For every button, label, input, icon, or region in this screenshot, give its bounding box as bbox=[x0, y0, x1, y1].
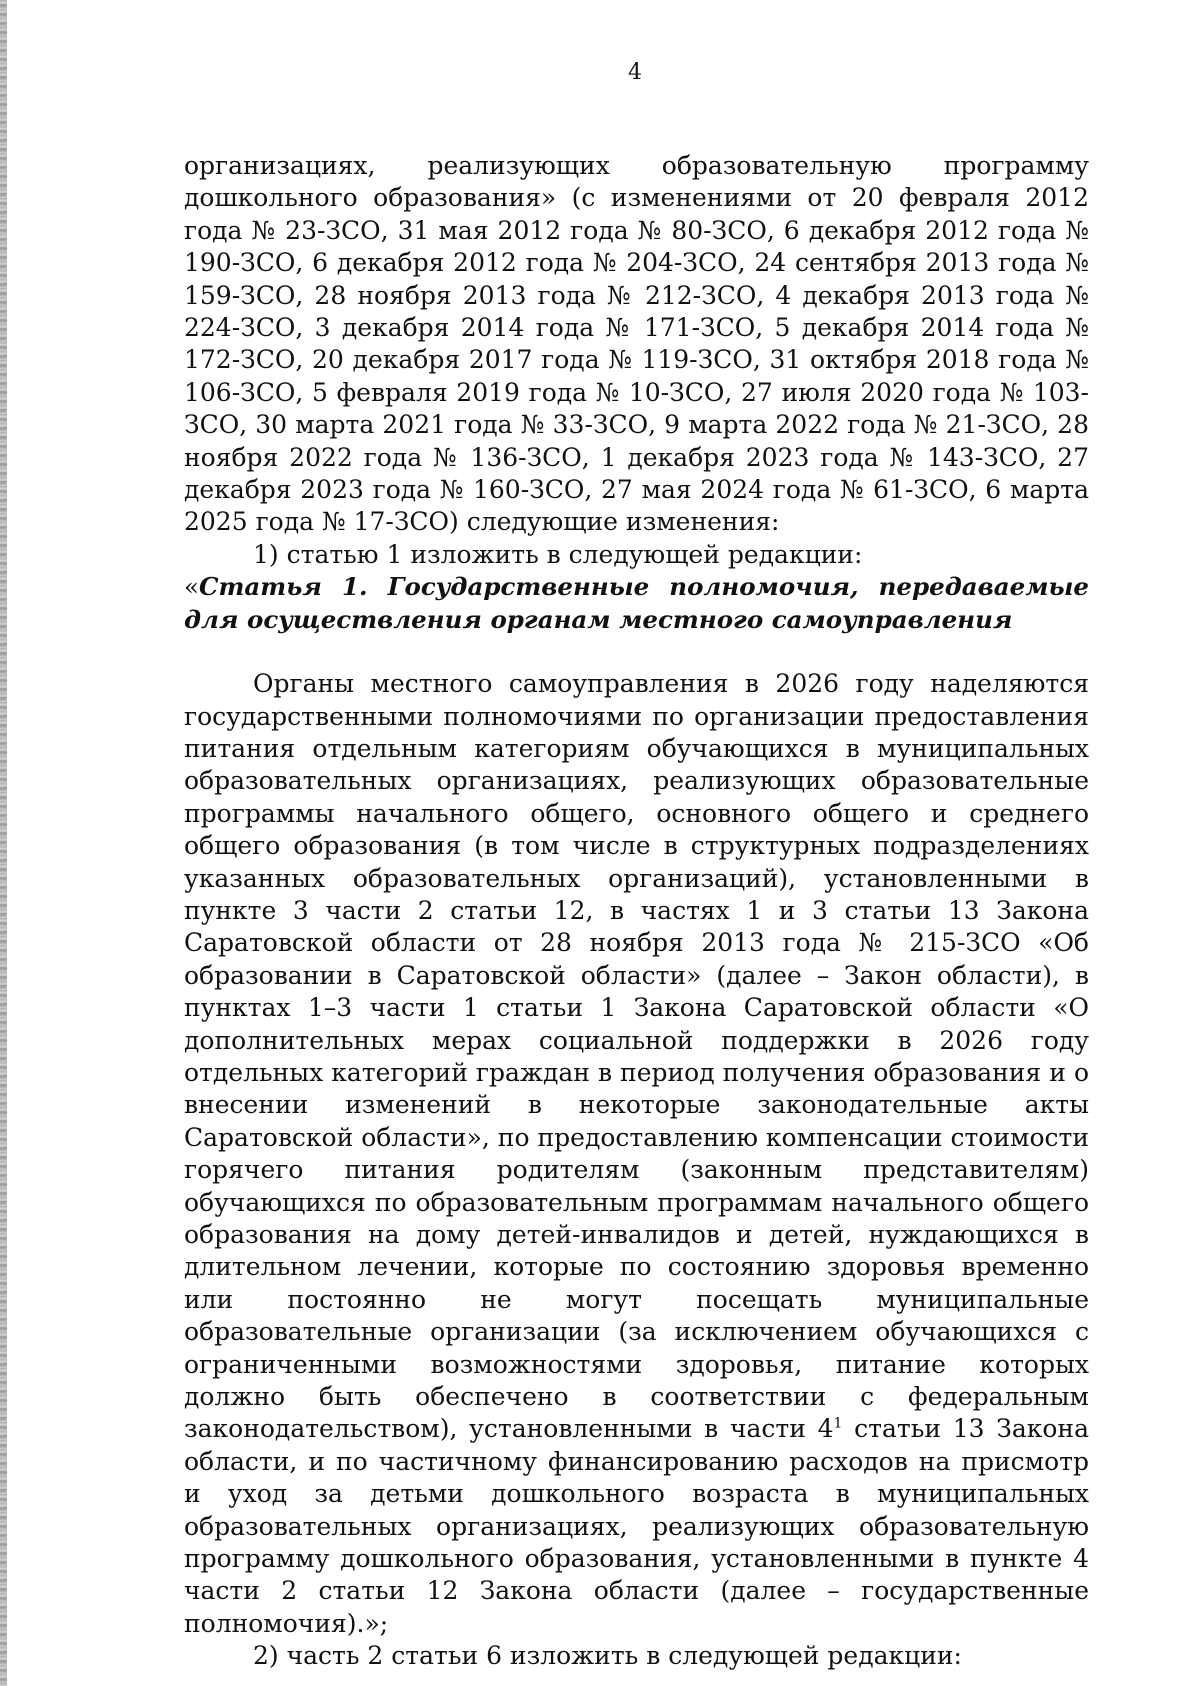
article-body-text-part-1: Органы местного самоуправления в 2026 году наделяются государственными полномочиями по организации предоставления питания отдельным категориям обучающихся в муниципальных образовательных организациях, реализующих образовательные программы начального общего, основного общего и среднего общего образования (в том числе в структурных подразделениях указанных образовательных организаций), установленными в пункте 3 части 2 статьи 12, в частях 1 и 3 статьи 13 Закона Саратовской области от 28 ноября 2013 года № 215-ЗСО «Об образовании в Саратовской области» (далее – Закон области), в пунктах 1–3 части 1 статьи 1 Закона Саратовской области «О дополнительных мерах социальной поддержки в 2026 году отдельных категорий граждан в период получения образования и о внесении изменений в некоторые законодательные акты Саратовской области», по предоставлению компенсации стоимости горячего питания родителям (законным представителям) обучающихся по образовательным программам начального общего образования на дому детей-инвалидов и детей, нуждающихся в длительном лечении, которые по состоянию здоровья временно или постоянно не могут посещать муниципальные образовательные организации (за исключением обучающихся с ограниченными возможностями здоровья, питание которых должно быть обеспечено в соответствии с федеральным законодательством), установленными в части 4 bbox=[184, 669, 1089, 1444]
scan-edge bbox=[0, 0, 7, 1686]
intro-paragraph: организациях, реализующих образовательную программу дошкольного образования» (с изменениями от 20 февраля 2012 года № 23-ЗСО, 31 мая 2012 года № 80-ЗСО, 6 декабря 2012 года № 190-ЗСО, 6 декабря 2012 года № 204-ЗСО, 24 сентября 2013 года № 159-ЗСО, 28 ноября 2013 года № 212-ЗСО, 4 декабря 2013 года № 224-ЗСО, 3 декабря 2014 года № 171-ЗСО, 5 декабря 2014 года № 172-ЗСО, 20 декабря 2017 года № 119-ЗСО, 31 октября 2018 года № 106-ЗСО, 5 февраля 2019 года № 10-ЗСО, 27 июля 2020 года № 103-ЗСО, 30 марта 2021 года № 33-ЗСО, 9 марта 2022 года № 21-ЗСО, 28 ноября 2022 года № 136-ЗСО, 1 декабря 2023 года № 143-ЗСО, 27 декабря 2023 года № 160-ЗСО, 27 мая 2024 года № 61-ЗСО, 6 марта 2025 года № 17-ЗСО) следующие изменения: bbox=[184, 151, 1089, 537]
amendment-item-2: 2) часть 2 статьи 6 изложить в следующей редакции: bbox=[253, 1641, 962, 1671]
article-body-paragraph bbox=[184, 668, 1089, 1640]
page-number: 4 bbox=[628, 60, 642, 85]
article-body-text-part-2: статьи 13 Закона области, и по частичному финансированию расходов на присмотр и уход за детьми дошкольного возраста в муниципальных образовательных организациях, реализующих образовательную программу дошкольного образования, установленными в пункте 4 части 2 статьи 12 Закона области (далее – государственные полномочия).»; bbox=[184, 1414, 1089, 1638]
article-heading-title: Статья 1. Государственные полномочия, передаваемые для осуществления органам местного самоуправления bbox=[184, 572, 1089, 634]
superscript-index: 1 bbox=[833, 1416, 843, 1433]
amendment-item-1: 1) статью 1 изложить в следующей редакции: bbox=[253, 539, 863, 569]
article-heading-open-quote: « bbox=[184, 572, 199, 602]
document-body bbox=[184, 150, 1089, 1673]
article-heading bbox=[184, 571, 1089, 636]
spacer bbox=[184, 636, 1089, 668]
